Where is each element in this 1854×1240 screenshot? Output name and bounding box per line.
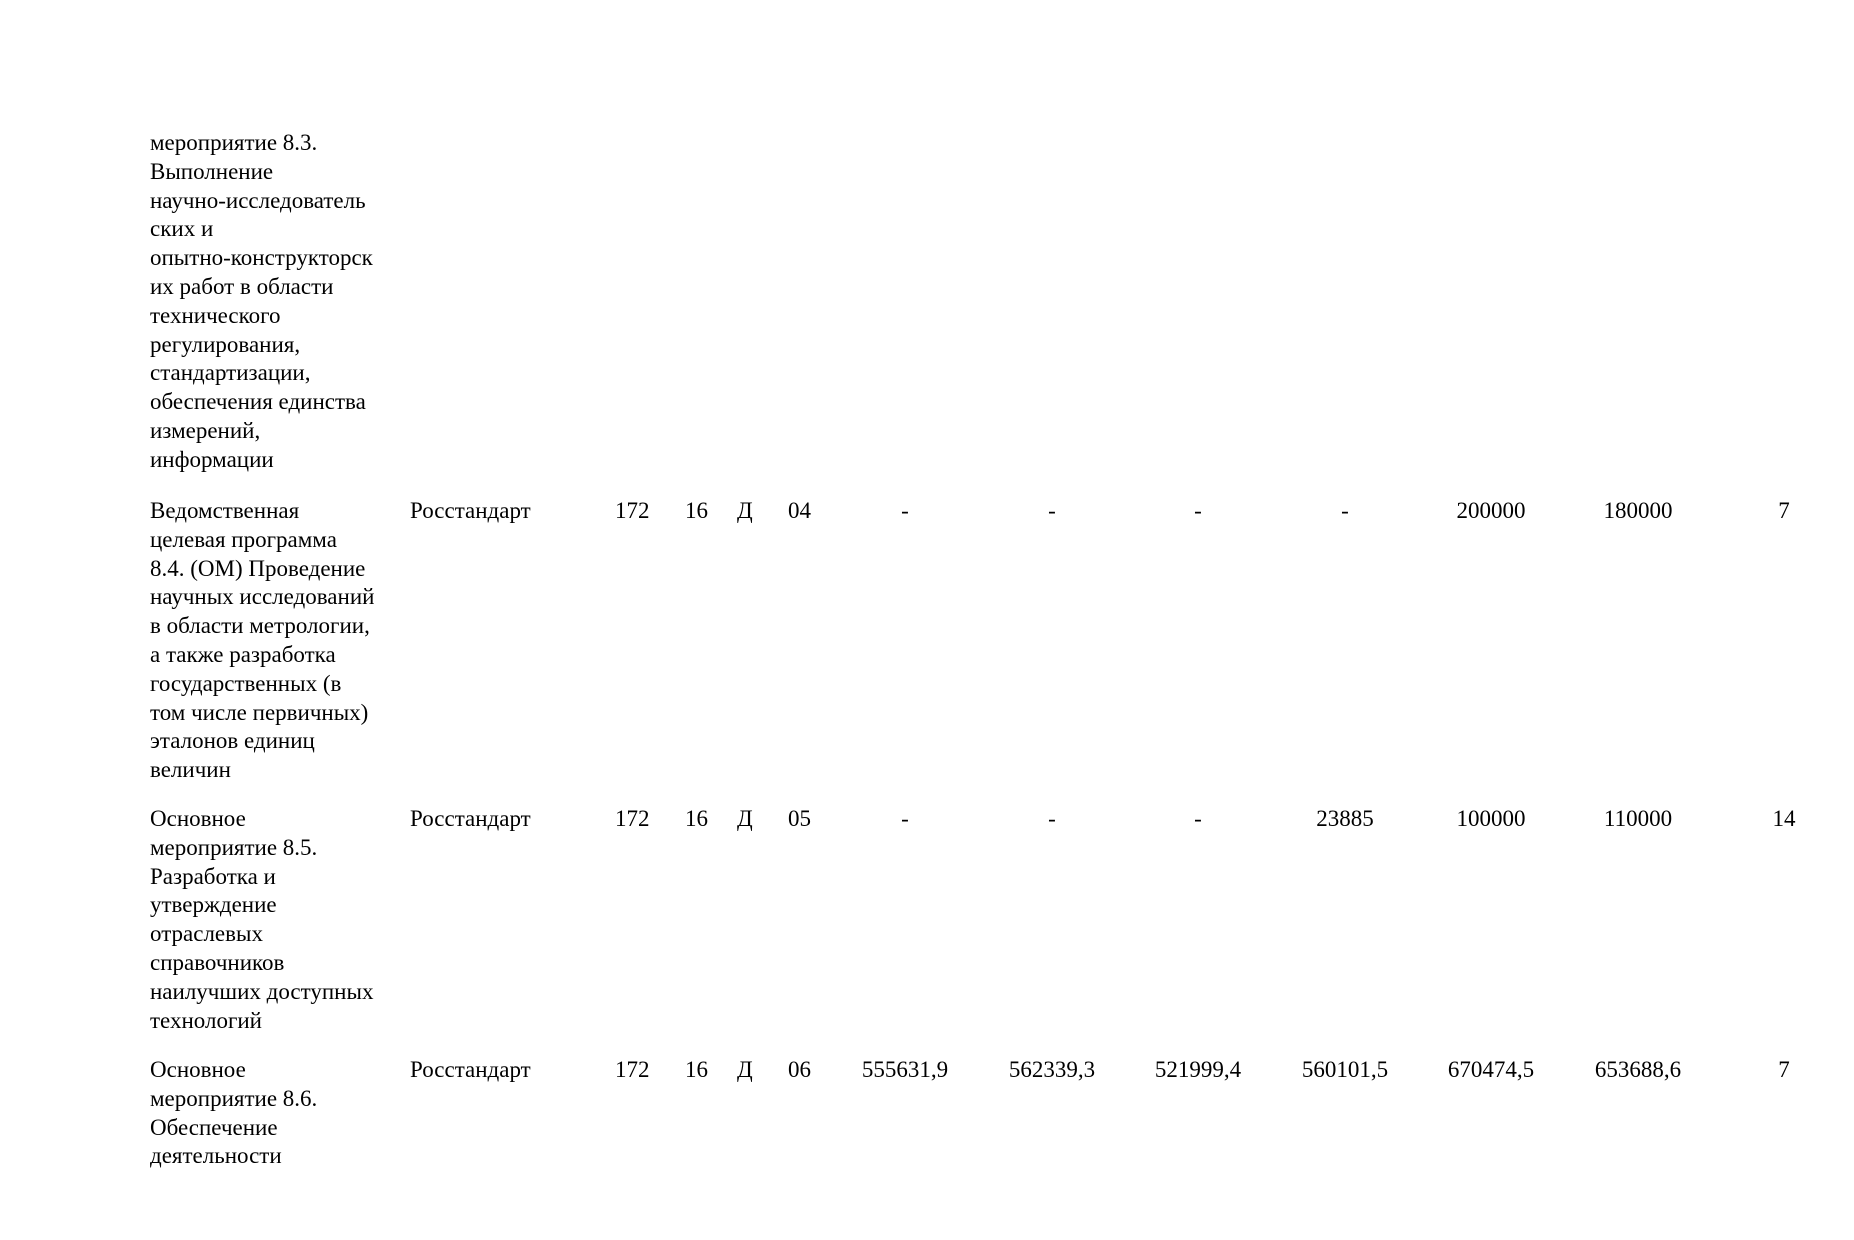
value-cell: 100000 [1456,806,1526,831]
program-item-name: Основное мероприятие 8.6. Обеспечение деятельности [150,1057,318,1169]
code-pgp: Д [737,806,753,831]
program-item-name: Основное мероприятие 8.5. Разработка и утверждение отраслевых справочников наилучших доступных технологий [150,806,374,1033]
code-gp: 16 [685,498,708,523]
code-om: 04 [788,498,811,523]
value-cell: 180000 [1603,498,1673,523]
value-cell: 200000 [1456,498,1526,523]
code-gp: 16 [685,806,708,831]
value-cell: 653688,6 [1594,1057,1682,1082]
program-item-name: Ведомственная целевая программа 8.4. (ОМ) Проведение научных исследований в области метрологии, а также разработка государственных (в том числе первичных) эталонов единиц величин [150,498,375,783]
code-pgp: Д [737,498,753,523]
code-glava: 172 [615,806,650,831]
value-cell: 23885 [1316,806,1374,831]
value-cell: 670474,5 [1447,1057,1535,1082]
code-pgp: Д [737,1057,753,1082]
value-cell-clipped: 7 [1778,498,1790,523]
responsible-executor: Росстандарт [410,806,531,831]
code-glava: 172 [615,498,650,523]
value-cell: 555631,9 [861,1057,949,1082]
value-cell-clipped: 7 [1778,1057,1790,1082]
value-cell: 110000 [1603,806,1673,831]
value-cell: - [1194,498,1202,523]
code-glava: 172 [615,1057,650,1082]
code-om: 06 [788,1057,811,1082]
value-cell: - [1341,498,1349,523]
responsible-executor: Росстандарт [410,498,531,523]
code-om: 05 [788,806,811,831]
program-item-name: мероприятие 8.3. Выполнение научно-исследователь ских и опытно-конструкторск их работ в области технического регулирования, стандартизации, обеспечения единства измерений, информации [150,130,373,472]
value-cell: 560101,5 [1301,1057,1389,1082]
value-cell: - [1194,806,1202,831]
value-cell: 521999,4 [1154,1057,1242,1082]
value-cell-clipped: 14 [1772,806,1796,831]
value-cell: - [1048,806,1056,831]
value-cell: 562339,3 [1008,1057,1096,1082]
value-cell: - [901,498,909,523]
code-gp: 16 [685,1057,708,1082]
value-cell: - [901,806,909,831]
value-cell: - [1048,498,1056,523]
responsible-executor: Росстандарт [410,1057,531,1082]
